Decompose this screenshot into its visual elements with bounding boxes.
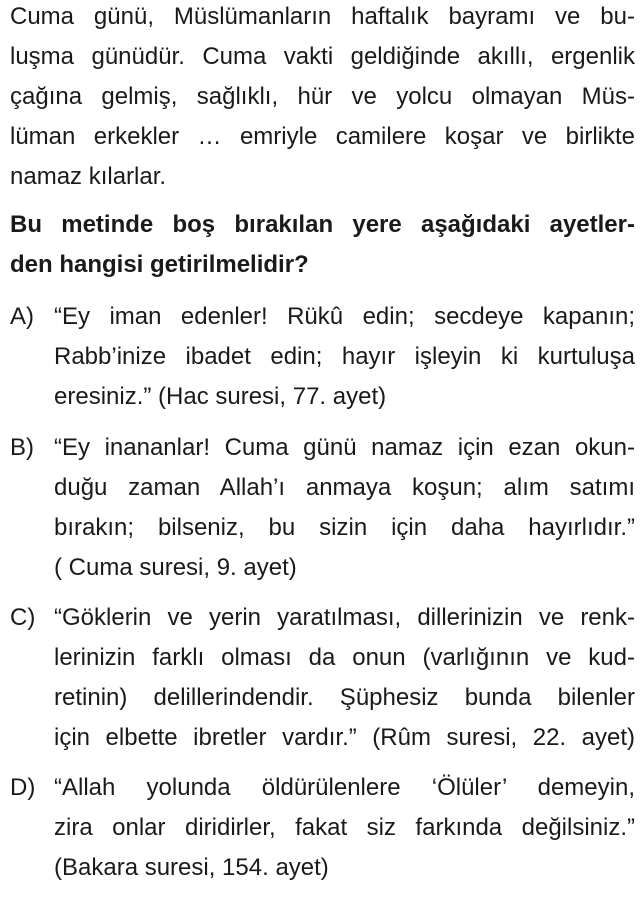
option-line: duğu zaman Allah’ı anmaya koşun; alım satımı	[54, 474, 635, 501]
option-letter: A)	[10, 303, 34, 330]
option-line: “Ey iman edenler! Rükû edin; secdeye kapanın;	[54, 303, 635, 330]
question-line: Bu metinde boş bırakılan yere aşağıdaki ayetler-	[10, 211, 635, 238]
option-line: lerinizin farklı olması da onun (varlığının ve kud-	[54, 644, 635, 671]
option-line: Rabb’inize ibadet edin; hayır işleyin ki kurtuluşa	[54, 343, 635, 370]
option-letter: C)	[10, 604, 36, 631]
option-line: “Göklerin ve yerin yaratılması, dillerinizin ve renk-	[54, 604, 635, 631]
option-line: “Allah yolunda öldürülenlere ‘Ölüler’ demeyin,	[54, 774, 635, 801]
option-line: retinin) delillerindendir. Şüphesiz bunda bilenler	[54, 684, 635, 711]
option-line: bırakın; bilseniz, bu sizin için daha hayırlıdır.”	[54, 514, 635, 541]
option-line: (Bakara suresi, 154. ayet)	[54, 854, 329, 881]
question-line: den hangisi getirilmelidir?	[10, 251, 309, 278]
option-letter: B)	[10, 434, 34, 461]
passage-line: luşma günüdür. Cuma vakti geldiğinde akıllı, ergenlik	[10, 43, 635, 70]
passage-line: namaz kılarlar.	[10, 163, 167, 190]
passage-line: çağına gelmiş, sağlıklı, hür ve yolcu olmayan Müs-	[10, 83, 635, 110]
option-line: ( Cuma suresi, 9. ayet)	[54, 554, 297, 581]
option-line: eresiniz.” (Hac suresi, 77. ayet)	[54, 383, 387, 410]
option-line: “Ey inananlar! Cuma günü namaz için ezan okun-	[54, 434, 635, 461]
passage-line: Cuma günü, Müslümanların haftalık bayramı ve bu-	[10, 3, 635, 30]
passage-line: lüman erkekler … emriyle camilere koşar ve birlikte	[10, 123, 635, 150]
option-line: zira onlar diridirler, fakat siz farkında değilsiniz.”	[54, 814, 635, 841]
option-line: için elbette ibretler vardır.” (Rûm suresi, 22. ayet)	[54, 724, 635, 751]
option-letter: D)	[10, 774, 36, 801]
